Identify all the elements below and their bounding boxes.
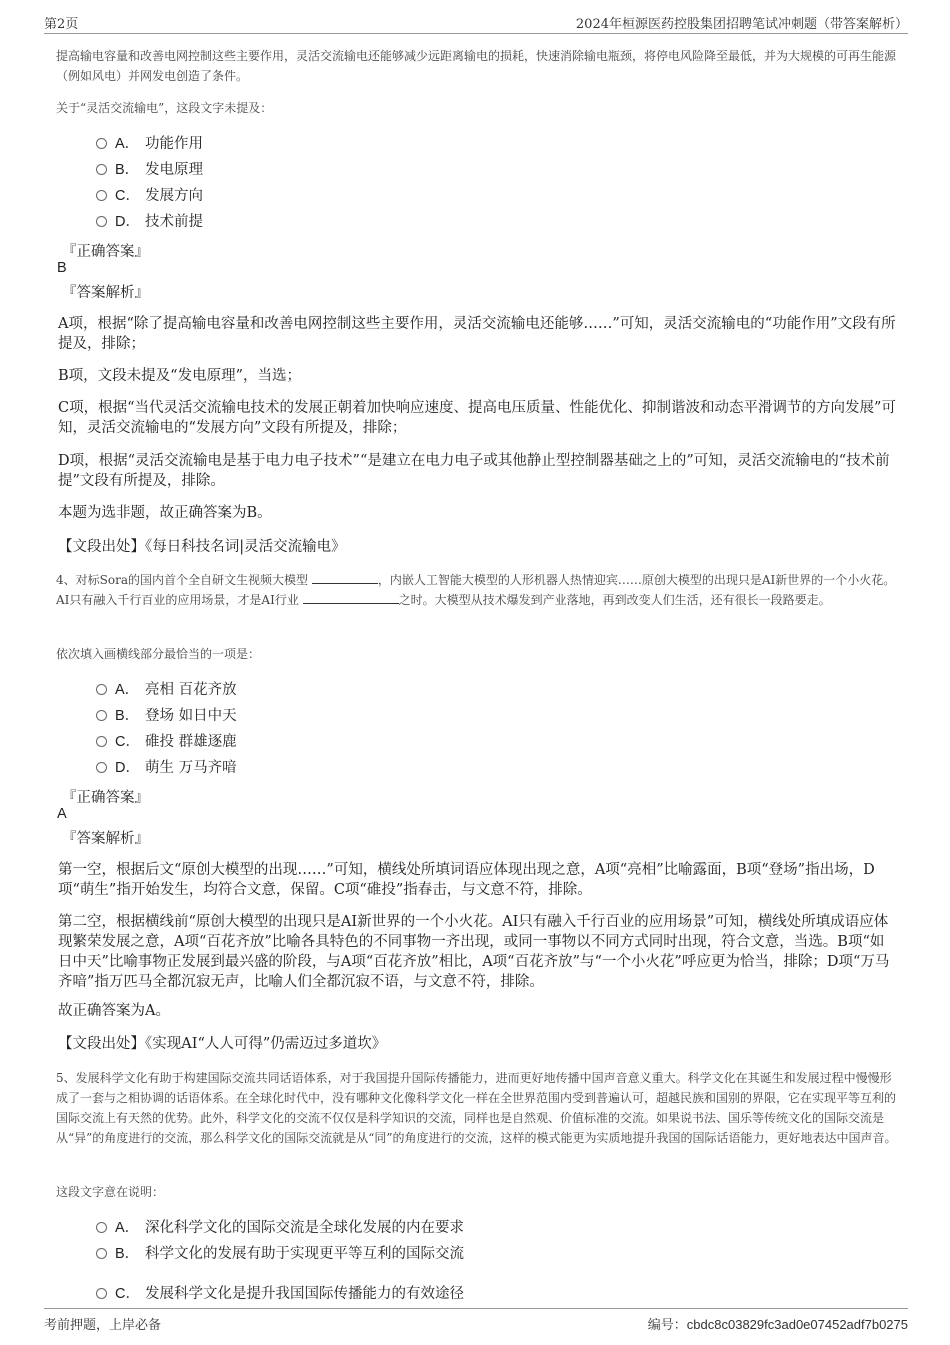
radio-icon[interactable] (96, 1288, 107, 1299)
option-letter: B． (115, 1246, 140, 1262)
option-text: 技术前提 (145, 214, 203, 230)
radio-icon[interactable] (96, 138, 107, 149)
q4-blank-2[interactable] (303, 591, 399, 604)
q4-option-d[interactable] (96, 758, 237, 778)
radio-icon[interactable] (96, 762, 107, 773)
option-text: 登场 如日中天 (145, 708, 237, 724)
q3-source: 【文段出处】《每日科技名词|灵活交流输电》 (58, 539, 346, 555)
option-text: 深化科学文化的国际交流是全球化发展的内在要求 (145, 1220, 464, 1236)
q3-option-c[interactable] (96, 186, 203, 206)
option-text: 碓投 群雄逐鹿 (145, 734, 237, 750)
option-letter: A． (115, 682, 140, 698)
option-text: 发展方向 (145, 188, 203, 204)
q4-source: 【文段出处】《实现AI“人人可得”仍需迈过多道坎》 (58, 1036, 387, 1052)
radio-icon[interactable] (96, 164, 107, 175)
option-letter: B． (115, 708, 140, 724)
radio-icon[interactable] (96, 216, 107, 227)
q4-analysis-blank2: 第二空，根据横线前“原创大模型的出现只是AI新世界的一个小火花。AI只有融入千行百业的应用场景”可知，横线处所填成语应体现繁荣发展之意，A项“百花齐放”比喻各具特色的不同事物一齐出现，或同一事物以不同方式同时出现，符合文意，当选。B项“如日中天”比喻事物正发展到最兴盛的阶段，与A项“百花齐放”相比，A项“百花齐放”与“一个小火花”呼应更为恰当，排除；D项“万马齐喑”指万匹马全都沉寂无声，比喻人们全都沉寂不语，与文意不符，排除。 (58, 914, 890, 990)
q4-conclusion: 故正确答案为A。 (58, 1003, 170, 1019)
footer-id (648, 1314, 908, 1333)
q5-option-c[interactable] (96, 1284, 464, 1304)
q3-analysis-label: 『答案解析』 (62, 285, 149, 301)
radio-icon[interactable] (96, 736, 107, 747)
q3-question: 关于“灵活交流输电”，这段文字未提及： (56, 101, 273, 115)
q4-analysis-label: 『答案解析』 (62, 831, 149, 847)
q5-passage: 5、发展科学文化有助于构建国际交流共同话语体系，对于我国提升国际传播能力，进而更好地传播中国声音意义重大。科学文化在其诞生和发展过程中慢慢形成了一套与之相协调的话语体系。在全球化时代中，没有哪种文化像科学文化一样在全世界范围内受到普遍认可，超越民族和国别的界限，它在实现平等互利的国际交流上有天然的优势。此外，科学文化的交流不仅仅是科学知识的交流，同样也是自然观、价值标准的交流。如果说书法、国乐等传统文化的国际交流是从“异”的角度进行的交流，那么科学文化的国际交流就是从“同”的角度进行的交流，这样的模式能更为实质地提升我国的国际话语能力，更好地表达中国声音。 (56, 1071, 897, 1145)
option-letter: C． (115, 188, 140, 204)
option-letter: B． (115, 162, 140, 178)
q4-option-c[interactable] (96, 732, 237, 752)
q3-option-b[interactable] (96, 160, 203, 180)
footer-id-label: 编号： (647, 1318, 687, 1333)
q5-option-a[interactable] (96, 1218, 464, 1238)
option-text: 发电原理 (145, 162, 203, 178)
q3-analysis-c: C项，根据“当代灵活交流输电技术的发展正朝着加快响应速度、提高电压质量、性能优化、抑制谐波和动态平滑调节的方向发展”可知，灵活交流输电的“发展方向”文段有所提及，排除； (58, 400, 896, 436)
q3-conclusion: 本题为选非题，故正确答案为B。 (58, 505, 272, 521)
option-letter: A． (115, 136, 140, 152)
q3-answer-label: 『正确答案』 (62, 244, 149, 260)
q4-option-b[interactable] (96, 706, 237, 726)
option-letter: D． (115, 214, 140, 230)
q3-answer: B (57, 260, 67, 276)
q4-passage-part2: ，内嵌人工智能大模型的人形机器人热情迎宾……原创大模型的出现只是AI新世界的一个小火花。AI只有融入千行百业的应用场景，才是AI行业 (56, 573, 896, 607)
header-divider (44, 33, 908, 34)
radio-icon[interactable] (96, 1248, 107, 1259)
option-letter: A． (115, 1220, 140, 1236)
q5-option-b[interactable] (96, 1244, 464, 1264)
radio-icon[interactable] (96, 1222, 107, 1233)
q3-passage: 提高输电容量和改善电网控制这些主要作用，灵活交流输电还能够减少远距离输电的损耗，快速消除输电瓶颈，将停电风险降至最低，并为大规模的可再生能源（例如风电）并网发电创造了条件。 (56, 49, 897, 83)
q3-option-d[interactable] (96, 212, 203, 232)
q5-question: 这段文字意在说明： (56, 1185, 165, 1199)
option-text: 发展科学文化是提升我国国际传播能力的有效途径 (145, 1286, 464, 1302)
footer-id-value: cbdc8c03829fc3ad0e07452adf7b0275 (686, 1317, 908, 1332)
option-text: 亮相 百花齐放 (145, 682, 237, 698)
option-text: 科学文化的发展有助于实现更平等互利的国际交流 (145, 1246, 464, 1262)
option-letter: C． (115, 1286, 140, 1302)
document-title: 2024年桓源医药控股集团招聘笔试冲刺题（带答案解析） (575, 17, 908, 32)
q4-analysis-blank1: 第一空，根据后文“原创大模型的出现……”可知，横线处所填词语应体现出现之意，A项“亮相”比喻露面，B项“登场”指出场，D项“萌生”指开始发生，均符合文意，保留。C项“碓投”指春击，与文意不符，排除。 (58, 862, 875, 898)
q4-question: 依次填入画横线部分最恰当的一项是： (56, 647, 261, 661)
option-text: 功能作用 (145, 136, 203, 152)
option-letter: D． (115, 760, 140, 776)
q4-answer-label: 『正确答案』 (62, 790, 149, 806)
q4-passage-part3: 之时。大模型从技术爆发到产业落地，再到改变人们生活，还有很长一段路要走。 (398, 593, 831, 607)
q4-answer: A (57, 806, 67, 822)
option-text: 萌生 万马齐喑 (145, 760, 237, 776)
q4-blank-1[interactable] (312, 571, 378, 584)
q4-option-a[interactable] (96, 680, 237, 700)
footer-divider (44, 1308, 908, 1309)
q4-passage (56, 570, 898, 610)
radio-icon[interactable] (96, 684, 107, 695)
radio-icon[interactable] (96, 710, 107, 721)
footer-slogan: 考前押题，上岸必备 (44, 1318, 162, 1333)
q3-option-a[interactable] (96, 134, 203, 154)
page-number: 第2页 (44, 17, 79, 32)
q3-analysis-d: D项，根据“灵活交流输电是基于电力电子技术”“是建立在电力电子或其他静止型控制器基础之上的”可知，灵活交流输电的“技术前提”文段有所提及，排除。 (58, 453, 890, 489)
option-letter: C． (115, 734, 140, 750)
q3-analysis-b: B项，文段未提及“发电原理”，当选； (58, 368, 301, 384)
q4-passage-part1: 4、对标Sora的国内首个全自研文生视频大模型 (56, 573, 308, 587)
radio-icon[interactable] (96, 190, 107, 201)
q3-analysis-a: A项，根据“除了提高输电容量和改善电网控制这些主要作用，灵活交流输电还能够……”可知，灵活交流输电的“功能作用”文段有所提及，排除； (58, 316, 896, 352)
